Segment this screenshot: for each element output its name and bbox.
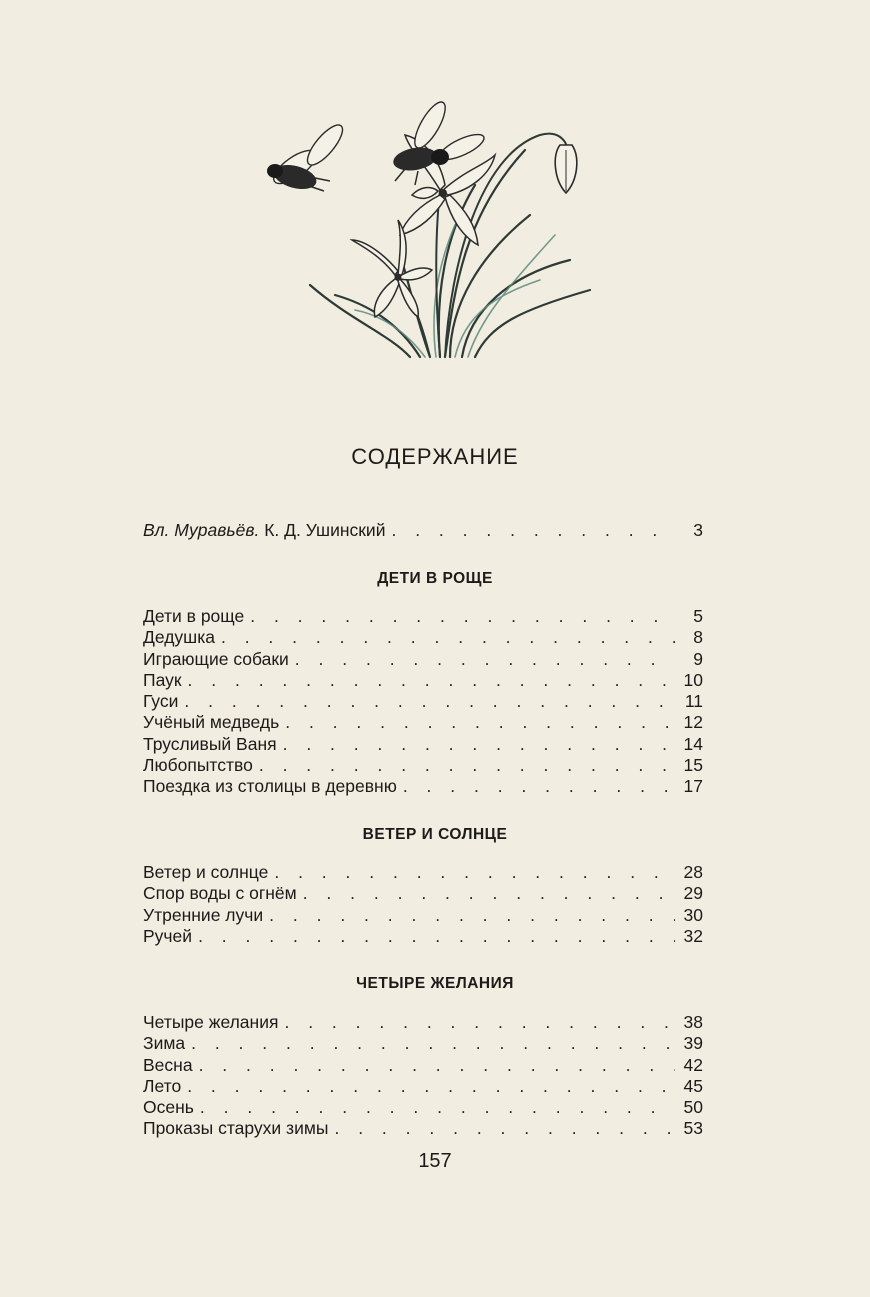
- toc-entry: [143, 755, 703, 776]
- entry-title: Ветер и солнце: [143, 862, 269, 882]
- entry-title: Осень: [143, 1097, 194, 1118]
- dot-leader: [293, 649, 675, 670]
- toc-entry: [143, 606, 703, 627]
- dot-leader: [301, 883, 675, 904]
- dot-leader: [282, 1012, 675, 1033]
- entry-page: 39: [683, 1033, 703, 1054]
- bees-and-snowdrops-illustration: [240, 95, 620, 375]
- entry-title: Паук: [143, 669, 182, 690]
- dot-leader: [332, 1118, 675, 1139]
- entry-title: Проказы старухи зимы: [143, 1118, 329, 1139]
- dot-leader: [389, 520, 675, 541]
- dot-leader: [248, 606, 675, 627]
- intro-author: Вл. Муравьёв.: [143, 520, 260, 540]
- dot-leader: [257, 755, 675, 776]
- toc-entry: [143, 926, 703, 947]
- toc-entry: [143, 1076, 703, 1097]
- toc-entry: [143, 1097, 703, 1118]
- toc-entry: [143, 883, 703, 904]
- bee-left: [267, 120, 348, 193]
- entry-page: 28: [683, 862, 703, 882]
- toc-entry: [143, 1055, 703, 1076]
- dot-leader: [185, 1076, 675, 1097]
- entry-page: 5: [693, 606, 703, 626]
- toc-intro: [143, 520, 703, 541]
- toc-entry: [143, 670, 703, 691]
- toc-entry-intro: [143, 520, 703, 541]
- page-number: 157: [418, 1150, 452, 1172]
- entry-page: 38: [683, 1012, 703, 1032]
- entry-title: Дети в роще: [143, 606, 245, 626]
- entry-page: 45: [683, 1075, 703, 1096]
- entry-page: 8: [693, 627, 703, 648]
- entry-page: 50: [683, 1097, 703, 1118]
- toc-entry: [143, 1012, 703, 1033]
- section-heading: ДЕТИ В РОЩЕ: [377, 570, 493, 587]
- entry-title: Поездка из столицы в деревню: [143, 776, 397, 797]
- section-heading: ЧЕТЫРЕ ЖЕЛАНИЯ: [356, 975, 514, 992]
- section-heading: ВЕТЕР И СОЛНЦЕ: [362, 826, 508, 843]
- entry-title: Дедушка: [143, 627, 215, 648]
- toc-entry: [143, 1118, 703, 1139]
- toc-section-2: [143, 862, 703, 947]
- entry-title: Играющие собаки: [143, 648, 289, 669]
- entry-page: 11: [684, 691, 703, 712]
- dot-leader: [197, 1055, 675, 1076]
- intro-page: 3: [693, 520, 703, 540]
- toc-entry: [143, 627, 703, 648]
- entry-title: Трусливый Ваня: [143, 733, 277, 754]
- toc-entry: [143, 712, 703, 733]
- dot-leader: [267, 905, 675, 926]
- entry-page: 29: [683, 883, 703, 904]
- toc-entry: [143, 1033, 703, 1054]
- entry-page: 9: [693, 648, 703, 669]
- toc-entry: [143, 905, 703, 926]
- dot-leader: [219, 627, 675, 648]
- toc-title: СОДЕРЖАНИЕ: [351, 444, 519, 469]
- entry-page: 14: [683, 733, 703, 754]
- dot-leader: [189, 1033, 675, 1054]
- entry-title: Лето: [143, 1075, 182, 1096]
- entry-page: 12: [683, 712, 703, 733]
- toc-section-1: [143, 606, 703, 798]
- entry-page: 42: [683, 1054, 703, 1075]
- entry-page: 17: [683, 776, 703, 797]
- entry-page: 30: [683, 904, 703, 925]
- entry-title: Зима: [143, 1033, 186, 1054]
- entry-title: Ручей: [143, 925, 193, 946]
- entry-title: Гуси: [143, 691, 179, 712]
- dot-leader: [283, 712, 675, 733]
- toc-entry: [143, 734, 703, 755]
- entry-title: Утренние лучи: [143, 904, 264, 925]
- dot-leader: [196, 926, 675, 947]
- dot-leader: [198, 1097, 675, 1118]
- entry-title: Спор воды с огнём: [143, 883, 297, 904]
- toc-section-3: [143, 1012, 703, 1140]
- entry-title: Учёный медведь: [143, 712, 280, 733]
- dot-leader: [272, 862, 675, 883]
- dot-leader: [401, 776, 675, 797]
- dot-leader: [186, 670, 675, 691]
- entry-page: 32: [683, 925, 703, 946]
- entry-page: 15: [683, 755, 703, 776]
- entry-page: 53: [683, 1118, 703, 1139]
- dot-leader: [281, 734, 675, 755]
- toc-entry: [143, 691, 703, 712]
- entry-title: Четыре желания: [143, 1012, 279, 1032]
- dot-leader: [182, 691, 675, 712]
- entry-title: Весна: [143, 1054, 193, 1075]
- toc-entry: [143, 776, 703, 797]
- toc-entry: [143, 862, 703, 883]
- entry-page: 10: [683, 669, 703, 690]
- entry-title: Любопытство: [143, 755, 253, 776]
- intro-title: К. Д. Ушинский: [264, 520, 386, 540]
- toc-entry: [143, 649, 703, 670]
